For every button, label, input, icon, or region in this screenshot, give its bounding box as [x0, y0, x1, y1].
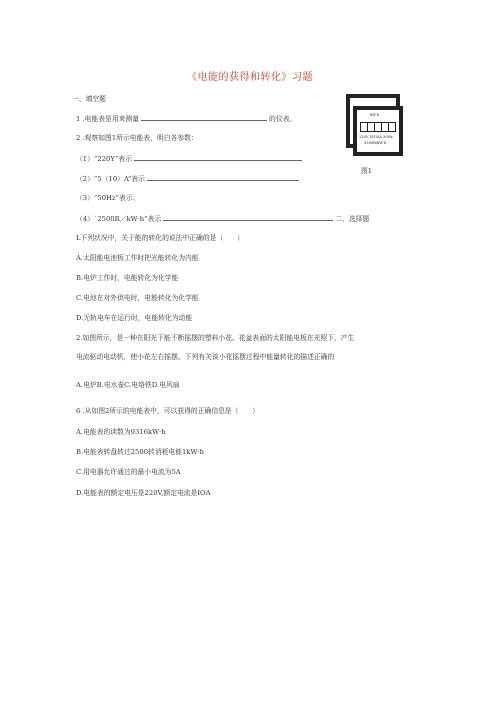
meter-digit: [361, 123, 368, 131]
section-multiple-choice: 二、选择题: [335, 215, 370, 223]
question-3-option-b[interactable]: B.电炉工作时，电能转化为化学能: [76, 274, 179, 282]
page-title: 《电能的获得和转化》习题: [187, 72, 313, 83]
question-3-stem: L下列状况中，关于能的转化的说法中正确的是（ ）: [76, 234, 244, 242]
question-4-stem-line-1: 2.如图所示，是一种在阳光下能不断摇摆的塑料小花。花盆表面的太阳能电板在光照下，产生: [76, 334, 355, 342]
question-1-suffix: 的仪表。: [269, 115, 297, 123]
question-2-item-2-label: （2）“5（10）A”表示: [76, 175, 145, 183]
question-1-blank[interactable]: [141, 114, 267, 121]
question-5-option-b[interactable]: B.电能表转盘转过2500转消耗电能1kW·h: [76, 448, 204, 456]
meter-display: [360, 122, 396, 132]
figure-1-caption: 图1: [361, 167, 373, 175]
question-3-option-c[interactable]: C.电池在对外供电时，电能转化为化学能: [76, 294, 199, 302]
question-2-item-4-blank[interactable]: [163, 214, 333, 221]
meter-digit: [368, 123, 375, 131]
question-2: 2 .观察如图1所示电能表，明白各参数：: [76, 134, 198, 142]
question-2-item-1-label: （1）“220Y”表示: [76, 155, 132, 163]
question-2-item-1-blank[interactable]: [134, 154, 302, 161]
question-5-option-a[interactable]: A.电能表的读数为9316kW·h: [76, 428, 166, 436]
question-2-item-4-label: （4）`2500R／kW·h”表示: [76, 215, 162, 223]
meter-front-frame: [353, 106, 403, 156]
question-4-stem-line-2: 电流驱动电动机，使小花左右摇摆。下列有关该小花摇摆过程中能量转化的描述正确的: [76, 353, 335, 361]
meter-unit-label: kW·h: [370, 113, 380, 117]
section-fill-blank: 一、填空题: [72, 95, 106, 103]
question-4-options[interactable]: A.电炉B.电水壶C.电烙铁D.电风扇: [76, 381, 180, 389]
question-5-option-c[interactable]: C.用电器允许通过的最小电流为5A: [76, 468, 181, 476]
question-3-option-d[interactable]: D.无轨电车在运行时，电能转化为动能: [76, 314, 193, 322]
question-2-item-2-blank[interactable]: [147, 174, 299, 181]
question-5-stem: 6 .从如图2所示的电能表中，可以获得的正确信息是（ ）: [76, 407, 259, 415]
question-1-prefix: 1 .电能表是用来测量: [76, 115, 140, 123]
question-2-item-3: （3）“50Hz”表示、: [76, 194, 140, 202]
meter-specs-line-2: 2500R/kW·h: [364, 141, 387, 145]
question-1: [76, 114, 296, 124]
meter-digit: [382, 123, 389, 131]
meter-specs-line-1: 220V 5(10)A 50Hz: [359, 135, 393, 139]
question-2-item-2: [76, 174, 301, 184]
electricity-meter-figure: [346, 94, 404, 152]
question-3-option-a[interactable]: A.太阳能电池板工作时把光能转化为内能: [76, 254, 199, 262]
meter-digit: [375, 123, 382, 131]
question-5-option-d[interactable]: D.电能表的额定电压是220V,额定电流是IOA: [76, 489, 211, 497]
meter-digit: [389, 123, 395, 131]
question-2-item-1: [76, 154, 304, 164]
question-2-item-4: [76, 214, 369, 224]
